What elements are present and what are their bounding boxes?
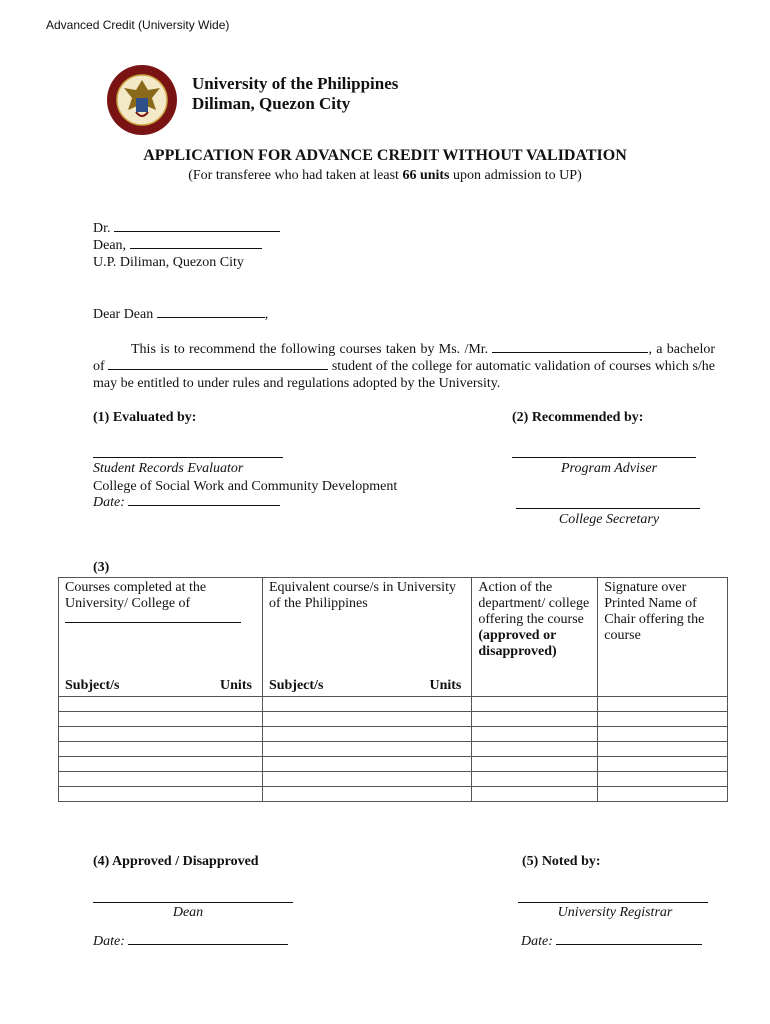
subject-label-2: Subject/s <box>268 678 324 693</box>
university-name: University of the Philippines <box>192 74 399 93</box>
section4-heading: (4) Approved / Disapproved <box>93 854 259 869</box>
table-cell[interactable] <box>598 697 728 712</box>
table-cell[interactable] <box>59 787 263 802</box>
university-location: Diliman, Quezon City <box>192 94 351 113</box>
table-cell[interactable] <box>472 772 598 787</box>
secretary-role: College Secretary <box>558 512 660 527</box>
dr-name-field[interactable] <box>114 231 280 232</box>
units-label-1: Units <box>220 678 252 693</box>
table-row <box>59 787 728 802</box>
table-cell[interactable] <box>472 757 598 772</box>
table-row <box>59 742 728 757</box>
address-campus: U.P. Diliman, Quezon City <box>93 255 244 270</box>
table-cell[interactable] <box>59 757 263 772</box>
evaluator-signature-line[interactable] <box>93 457 283 458</box>
courses-table-header <box>59 578 728 697</box>
table-cell[interactable] <box>598 742 728 757</box>
table-cell[interactable] <box>598 772 728 787</box>
dean-date-field[interactable] <box>128 944 288 945</box>
table-cell[interactable] <box>262 772 471 787</box>
table-row <box>59 697 728 712</box>
address-dean-line: Dean, <box>93 237 280 254</box>
section2-heading: (2) Recommended by: <box>512 410 644 425</box>
col-equivalent-course: Equivalent course/s in University of the Philippines Subject/s Units <box>262 578 471 697</box>
table-cell[interactable] <box>262 757 471 772</box>
table-cell[interactable] <box>598 787 728 802</box>
dean-salutation-field[interactable] <box>157 317 265 318</box>
table-cell[interactable] <box>598 712 728 727</box>
table-cell[interactable] <box>472 712 598 727</box>
table-cell[interactable] <box>262 697 471 712</box>
adviser-role: Program Adviser <box>560 461 658 476</box>
evaluator-date-field[interactable] <box>128 505 280 506</box>
table-cell[interactable] <box>59 697 263 712</box>
registrar-signature-line[interactable] <box>518 902 708 903</box>
evaluator-role: Student Records Evaluator <box>93 461 244 476</box>
table-cell[interactable] <box>59 772 263 787</box>
address-block <box>93 220 280 271</box>
table-cell[interactable] <box>59 742 263 757</box>
col-signature: Signature over Printed Name of Chair offering the course <box>598 578 728 697</box>
dean-signature-line[interactable] <box>93 902 293 903</box>
table-row <box>59 727 728 742</box>
student-name-field[interactable] <box>492 352 648 353</box>
col-action: Action of the department/ college offering the course (approved or disapproved) <box>472 578 598 697</box>
form-title: APPLICATION FOR ADVANCE CREDIT WITHOUT VALIDATION <box>143 147 627 164</box>
adviser-signature-line[interactable] <box>512 457 696 458</box>
subject-label-1: Subject/s <box>65 678 120 693</box>
section5-heading: (5) Noted by: <box>522 854 601 869</box>
table-cell[interactable] <box>472 697 598 712</box>
document-header-tag: Advanced Credit (University Wide) <box>46 18 230 32</box>
table-cell[interactable] <box>472 787 598 802</box>
registrar-date-row: Date: <box>521 933 702 950</box>
dean-role: Dean <box>172 905 204 920</box>
evaluator-date-row: Date: <box>93 494 280 511</box>
table-cell[interactable] <box>262 742 471 757</box>
salutation: Dear Dean , <box>93 307 269 322</box>
units-label-2: Units <box>429 678 462 693</box>
degree-program-field[interactable] <box>108 369 328 370</box>
table-cell[interactable] <box>262 712 471 727</box>
table-cell[interactable] <box>598 757 728 772</box>
table-cell[interactable] <box>262 787 471 802</box>
table-cell[interactable] <box>472 742 598 757</box>
secretary-signature-line[interactable] <box>516 508 700 509</box>
table-row <box>59 712 728 727</box>
evaluator-college: College of Social Work and Community Development <box>93 479 398 494</box>
registrar-date-field[interactable] <box>556 944 702 945</box>
form-subtitle: (For transferee who had taken at least 66 units upon admission to UP) <box>188 168 582 183</box>
university-seal-icon <box>106 64 178 136</box>
dean-name-field[interactable] <box>130 248 262 249</box>
university-name-block <box>192 74 398 114</box>
recommendation-paragraph: This is to recommend the following courses taken by Ms. /Mr. , a bachelor of student of the college for automatic validation of courses which s/he may be entitled to under rules and regulations adopted by the University. <box>93 342 716 391</box>
col-courses-completed: Courses completed at the University/ College of Subject/s Units <box>59 578 263 697</box>
table-cell[interactable] <box>59 712 263 727</box>
table-cell[interactable] <box>472 727 598 742</box>
registrar-role: University Registrar <box>557 905 673 920</box>
section3-heading: (3) <box>93 560 110 575</box>
table-row <box>59 757 728 772</box>
section1-heading: (1) Evaluated by: <box>93 410 197 425</box>
table-row <box>59 772 728 787</box>
table-cell[interactable] <box>262 727 471 742</box>
dean-date-row: Date: <box>93 933 288 950</box>
college-name-field[interactable] <box>65 612 241 623</box>
table-cell[interactable] <box>598 727 728 742</box>
table-cell[interactable] <box>59 727 263 742</box>
address-dr-line: Dr. <box>93 220 280 237</box>
courses-table <box>58 577 728 802</box>
